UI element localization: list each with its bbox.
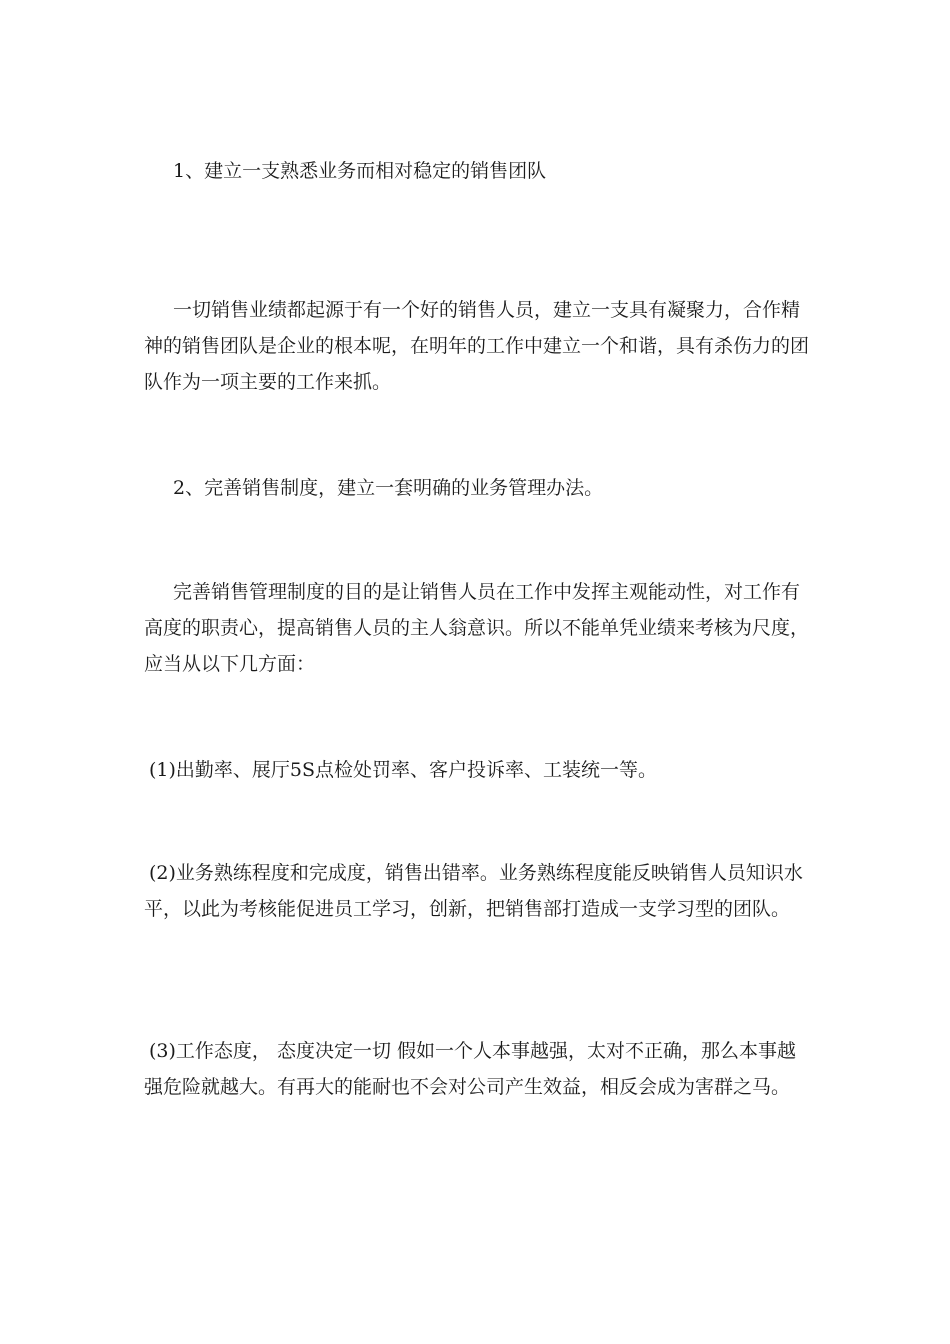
paragraph-sales-system: 完善销售管理制度的目的是让销售人员在工作中发挥主观能动性，对工作有高度的职责心，提高销售人员的主人翁意识。所以不能单凭业绩来考核为尺度，应当从以下几方面： xyxy=(144,581,810,675)
paragraph-team-building: 一切销售业绩都起源于有一个好的销售人员，建立一支具有凝聚力，合作精神的销售团队是企业的根本呢，在明年的工作中建立一个和谐，具有杀伤力的团队作为一项主要的工作来抓。 xyxy=(144,299,810,393)
list-item-1: (1)出勤率、展厅5S点检处罚率、客户投诉率、工装统一等。 xyxy=(149,759,658,781)
section-heading-2: 2、完善销售制度，建立一套明确的业务管理办法。 xyxy=(173,477,604,499)
list-item-3: (3)工作态度， 态度决定一切 假如一个人本事越强，太对不正确，那么本事越强危险就越大。有再大的能耐也不会对公司产生效益，相反会成为害群之马。 xyxy=(144,1040,796,1098)
list-item-2: (2)业务熟练程度和完成度，销售出错率。业务熟练程度能反映销售人员知识水平，以此为考核能促进员工学习，创新，把销售部打造成一支学习型的团队。 xyxy=(144,862,803,920)
section-heading-1: 1、建立一支熟悉业务而相对稳定的销售团队 xyxy=(173,160,547,182)
